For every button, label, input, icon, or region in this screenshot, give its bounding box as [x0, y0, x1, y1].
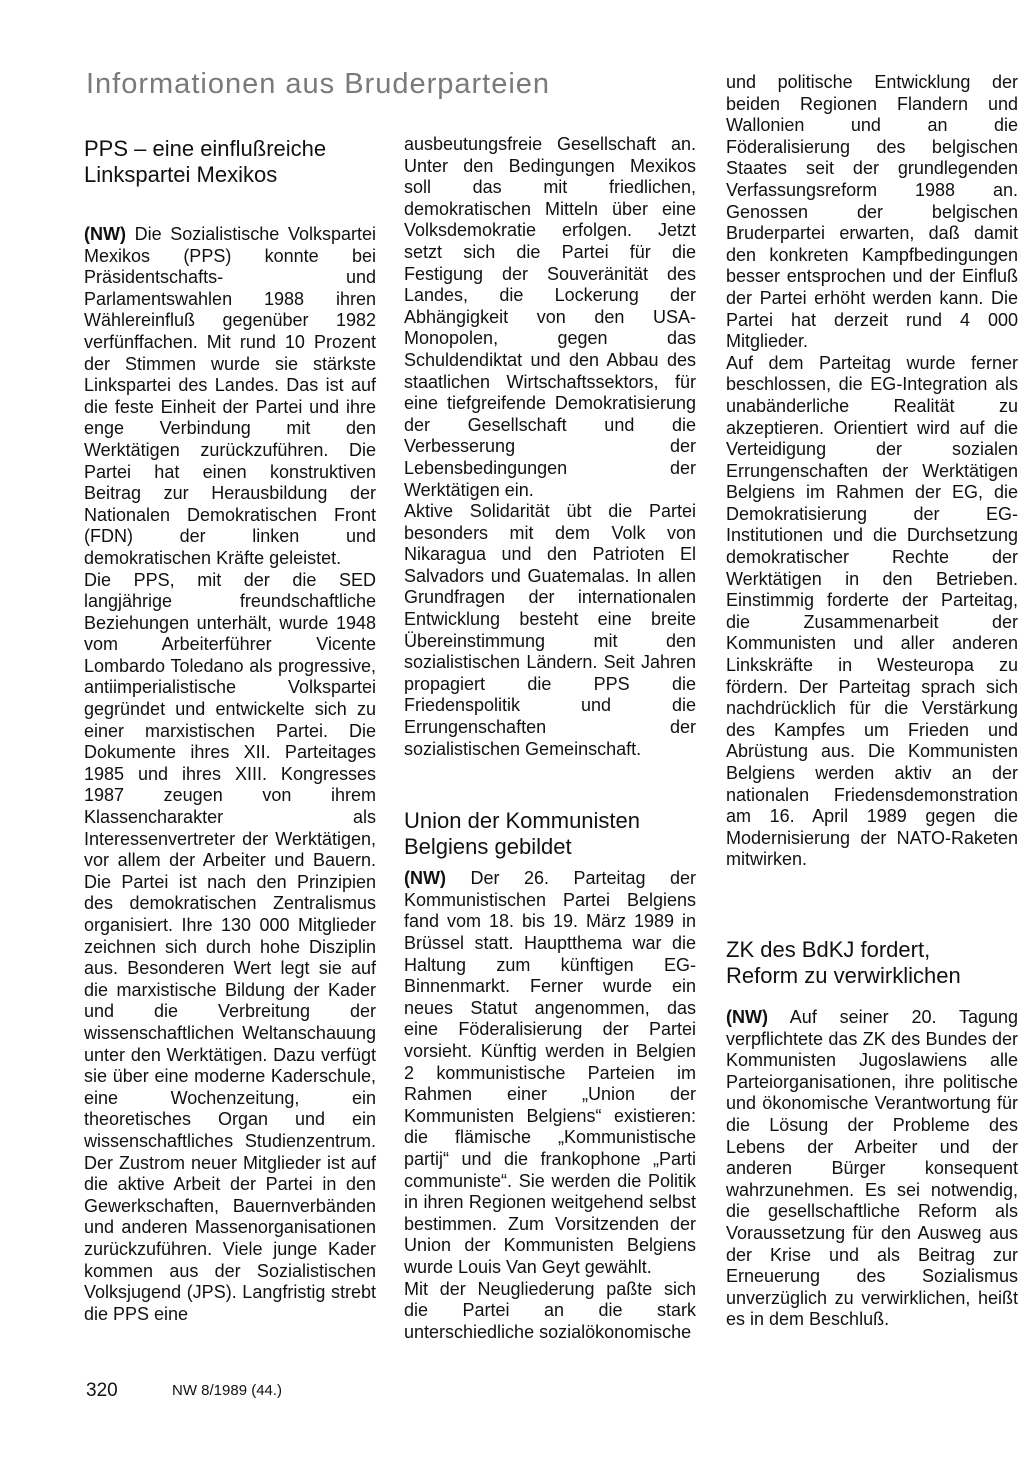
column-1 [84, 136, 376, 1325]
issue-label: NW 8/1989 (44.) [172, 1382, 283, 1399]
article-pps-source-tag: (NW) [84, 224, 126, 244]
article-bdkj-paragraph-1: (NW) Auf seiner 20. Tagung verpflichtete das ZK des Bundes der Kommunisten Jugoslawiens alle Parteiorganisationen, ihre politische und ökonomische Verantwortung für die Lösung der Probleme des Lebens der Arbeiter und der anderen Bürger konsequent wahrzunehmen. Es sei notwendig, die gesellschaftliche Reform als Voraussetzung für den Ausweg aus der Krise und als Beitrag zur Erneuerung des Sozialismus unverzüglich zu verwirklichen, heißt es in dem Beschluß. [726, 1006, 1018, 1330]
article-belgium-paragraph-4: Auf dem Parteitag wurde ferner beschlossen, die EG-Integration als unabänderliche Realität zu akzeptieren. Orientiert wird auf die Verteidigung der sozialen Errungenschaften der Werktätigen Belgiens im Rahmen der EG, die Demokratisierung der EG-Institutionen und die Durchsetzung demokratischer Rechte der Werktätigen in den Betrieben. Einstimmig forderte der Parteitag, die Zusammenarbeit der Kommunisten und aller anderen Linkskräfte in Westeuropa zu fördern. Der Parteitag sprach sich nachdrücklich für die Verstärkung des Kampfes um Frieden und Abrüstung aus. Die Kommunisten Belgiens werden aktiv an der nationalen Friedensdemonstration am 16. April 1989 gegen die Modernisierung der NATO-Raketen mitwirken. [726, 352, 1018, 870]
article-belgium-source-tag: (NW) [404, 868, 446, 889]
article-pps-paragraph-2: Die PPS, mit der die SED langjährige freundschaftliche Beziehungen unterhält, wurde 1948 vom Arbeiterführer Vicente Lombardo Toledano als progressive, antiimperialistische Volkspartei gegründet und entwickelte sich zu einer marxistischen Partei. Die Dokumente ihres XII. Parteitages 1985 und ihres XIII. Kongresses 1987 zeugen von ihrem Klassencharakter als Interessenvertreter der Werktätigen, vor allem der Arbeiter und Bauern. Die Partei ist nach den Prinzipien des demokratischen Zentralismus organisiert. Ihre 130 000 Mitglieder zeichnen sich durch hohe Disziplin aus. Besonderen Wert legt sie auf die marxistische Bildung der Kader und die Verbreitung der wissenschaftlichen Weltanschauung unter den Werktätigen. Dazu verfügt sie über eine moderne Kaderschule, eine Wochenzeitung, ein theoretisches Organ und ein wissenschaftliches Studienzentrum. Der Zustrom neuer Mitglieder ist auf die aktive Arbeit der Partei in den Gewerkschaften, Bauernverbänden und anderen Massenorganisationen zurückzuführen. Viele junge Kader kommen aus der Sozialistischen Volksjugend (JPS). Langfristig strebt die PPS eine [84, 569, 376, 1324]
article-pps-headline: PPS – eine einflußreiche Linkspartei Mexikos [84, 136, 327, 187]
article-belgium-headline: Union der Kommunisten Belgiens gebildet [404, 808, 641, 860]
article-belgium-paragraph-1: (NW) Der 26. Parteitag der Kommunistischen Partei Belgiens fand vom 18. bis 19. März 1989 in Brüssel statt. Hauptthema war die Haltung zum künftigen EG-Binnenmarkt. Ferner wurde ein neues Statut angenommen, das eine Föderalisierung der Partei vorsieht. Künftig werden in Belgien 2 kommunistische Parteien im Rahmen einer „Union der Kommunisten Belgiens“ existieren: die flämische „Kommunistische partij“ und die frankophone „Parti communiste“. Sie werden die Politik in ihren Regionen weitgehend selbst bestimmen. Zum Vorsitzenden der Union der Kommunisten Belgiens wurde Louis Van Geyt gewählt. [404, 868, 696, 1277]
page-number: 320 [86, 1380, 118, 1401]
article-pps-paragraph-3: ausbeutungsfreie Gesellschaft an. Unter den Bedingungen Mexikos soll das mit friedlichen, demokratischen Mitteln über eine Volksdemokratie erfolgen. Jetzt setzt sich die Partei für die Festigung der Souveränität des Landes, die Lockerung der Abhängigkeit von den USA-Monopolen, gegen das Schuldendiktat und den Abbau des staatlichen Wirtschaftssektors, für eine tiefgreifende Demokratisierung der Gesellschaft und die Verbesserung der Lebensbedingungen der Werktätigen ein. [404, 134, 696, 500]
column-3 [726, 72, 1018, 1331]
article-belgium-paragraph-2: Mit der Neugliederung paßte sich die Partei an die stark unterschiedliche sozialökonomische [404, 1278, 696, 1342]
article-pps-paragraph-4: Aktive Solidarität übt die Partei besonders mit dem Volk von Nikaragua und den Patrioten El Salvadors und Guatemalas. In allen Grundfragen der internationalen Entwicklung besteht eine breite Übereinstimmung mit den sozialistischen Ländern. Seit Jahren propagiert die PPS die Friedenspolitik und die Errungenschaften der sozialistischen Gemeinschaft. [404, 501, 696, 759]
article-pps-paragraph-1: (NW) Die Sozialistische Volkspartei Mexikos (PPS) konnte bei Präsidentschafts- und Parlamentswahlen 1988 ihren Wählereinfluß gegenüber 1982 verfünffachen. Mit rund 10 Prozent der Stimmen wurde sie stärkste Linkspartei des Landes. Das ist auf die feste Einheit der Partei und ihre enge Verbindung mit den Werktätigen zurückzuführen. Die Partei hat einen konstruktiven Beitrag zur Herausbildung der Nationalen Demokratischen Front (FDN) der linken und demokratischen Kräfte geleistet. [84, 224, 376, 568]
article-bdkj-source-tag: (NW) [726, 1006, 768, 1027]
column-2 [404, 134, 696, 1343]
section-title: Informationen aus Bruderparteien [86, 68, 551, 100]
article-belgium-paragraph-3: und politische Entwicklung der beiden Regionen Flandern und Wallonien und an die Föderalisierung des belgischen Staates seit der grundlegenden Verfassungsreform 1988 an. Genossen der belgischen Bruderpartei erwarten, daß damit den konkreten Kampfbedingungen besser entsprochen und der Einfluß der Partei erhöht werden kann. Die Partei hat derzeit rund 4 000 Mitglieder. [726, 72, 1018, 352]
article-bdkj-headline: ZK des BdKJ fordert, Reform zu verwirklichen [726, 936, 961, 988]
